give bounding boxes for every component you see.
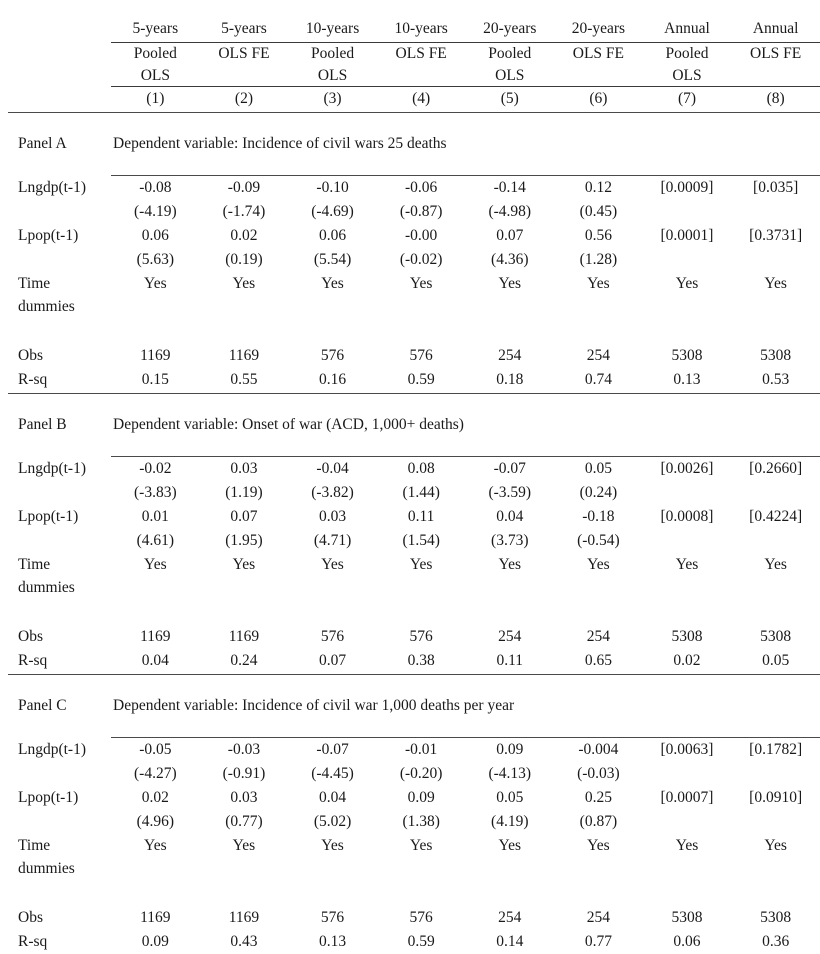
- panel-c-description: Dependent variable: Incidence of civil war 1,000 deaths per year: [113, 697, 515, 714]
- cell-b-lpop-8: [0.4224]: [749, 508, 803, 525]
- panel-a-top-gap: [8, 113, 820, 131]
- cell-b-lpop-1: 0.01: [141, 508, 169, 525]
- tstat-a-lpop-1: (5.63): [136, 251, 175, 268]
- cell-b-lngdp-4: 0.08: [407, 460, 435, 477]
- col-estimator1-4: OLS FE: [395, 45, 447, 62]
- cell-c-lpop-5: 0.05: [496, 789, 524, 806]
- cell-c-rsq-3: 0.13: [318, 933, 347, 950]
- tstat-label-blank-c1: [8, 762, 111, 786]
- cell-a-time-3: Yes: [321, 275, 344, 292]
- tstat-a-lpop-6: (1.28): [579, 251, 618, 268]
- tstat-label-blank-a2: [8, 248, 111, 272]
- col-estimator1-8: OLS FE: [750, 45, 802, 62]
- header-row-estimator-line1: [8, 43, 820, 66]
- row-label-dummies-b: dummies: [18, 579, 75, 596]
- cell-a-time-8: Yes: [764, 275, 787, 292]
- cell-c-obs-6: 254: [586, 909, 610, 926]
- cell-a-obs-3: 576: [320, 347, 345, 364]
- panel-b-obs-row: [8, 625, 820, 649]
- header-row-estimator-line2: [8, 65, 820, 87]
- cell-c-rsq-1: 0.09: [141, 933, 169, 950]
- tstat-a-lngdp-2: (-1.74): [222, 203, 266, 220]
- cell-a-rsq-5: 0.18: [496, 371, 524, 388]
- cell-a-rsq-1: 0.15: [141, 371, 169, 388]
- col-number-6: (6): [589, 90, 608, 107]
- col-period-8: Annual: [731, 17, 820, 43]
- cell-c-lngdp-7: [0.0063]: [660, 741, 714, 758]
- cell-b-time-7: Yes: [675, 556, 699, 573]
- panel-b-caption: [8, 411, 820, 438]
- cell-a-rsq-6: 0.74: [584, 371, 612, 388]
- cell-c-lpop-4: 0.09: [407, 789, 435, 806]
- panel-c-obs-row: [8, 906, 820, 930]
- panel-a-lpop-tstat-row: [8, 248, 820, 272]
- cell-a-lngdp-4: -0.06: [405, 179, 438, 196]
- cell-b-obs-6: 254: [586, 628, 610, 645]
- tstat-c-lpop-4: (1.38): [402, 813, 440, 830]
- cell-b-obs-1: 1169: [140, 628, 171, 645]
- cell-b-lpop-4: 0.11: [407, 508, 435, 525]
- panel-c-caption: [8, 692, 820, 719]
- cell-c-lngdp-3: -0.07: [316, 741, 349, 758]
- tstat-b-lngdp-2: (1.19): [225, 484, 263, 501]
- cell-b-rsq-3: 0.07: [318, 652, 347, 669]
- cell-b-time-5: Yes: [498, 556, 522, 573]
- header-blank-3: [8, 65, 111, 87]
- tstat-a-lngdp-7: [643, 200, 732, 224]
- panel-b-lpop-tstat-row: [8, 529, 820, 553]
- panel-a-dummies-label-row: [8, 295, 820, 318]
- cell-c-lpop-8: [0.0910]: [749, 789, 803, 806]
- col-period-5: 20-years: [465, 17, 554, 43]
- tstat-a-lpop-2: (0.19): [225, 251, 263, 268]
- cell-b-lngdp-6: 0.05: [584, 460, 612, 477]
- col-period-3: 10-years: [288, 17, 377, 43]
- cell-c-lngdp-6: -0.004: [578, 741, 619, 758]
- cell-a-time-1: Yes: [144, 275, 167, 292]
- cell-b-rsq-6: 0.65: [584, 652, 612, 669]
- tstat-a-lngdp-5: (-4.98): [488, 203, 532, 220]
- tstat-b-lpop-2: (1.95): [225, 532, 263, 549]
- cell-c-obs-5: 254: [498, 909, 522, 926]
- tstat-c-lpop-6: (0.87): [579, 813, 618, 830]
- cell-c-lngdp-1: -0.05: [139, 741, 172, 758]
- cell-a-obs-2: 1169: [228, 347, 260, 364]
- header-blank-4: [8, 87, 111, 112]
- cell-a-lpop-5: 0.07: [496, 227, 524, 244]
- col-number-2: (2): [234, 90, 253, 107]
- row-label-lpop: Lpop(t-1): [18, 227, 79, 244]
- cell-a-lngdp-5: -0.14: [493, 179, 526, 196]
- tstat-c-lngdp-2: (-0.91): [222, 765, 266, 782]
- cell-b-time-8: Yes: [764, 556, 787, 573]
- panel-b-dummies-label-row: [8, 576, 820, 599]
- cell-a-lngdp-7: [0.0009]: [660, 179, 714, 196]
- cell-c-time-3: Yes: [321, 837, 344, 854]
- cell-b-rsq-1: 0.04: [141, 652, 169, 669]
- panel-c-lngdp-coef-row: [8, 738, 820, 763]
- cell-a-obs-6: 254: [586, 347, 610, 364]
- tstat-b-lngdp-3: (-3.82): [311, 484, 354, 501]
- cell-c-lngdp-8: [0.1782]: [749, 741, 803, 758]
- cell-c-time-4: Yes: [409, 837, 433, 854]
- tstat-c-lpop-7: [643, 810, 732, 834]
- cell-c-time-2: Yes: [232, 837, 256, 854]
- panel-c-stats-gap: [8, 880, 820, 906]
- tstat-b-lpop-6: (-0.54): [577, 532, 620, 549]
- tstat-a-lpop-7: [643, 248, 732, 272]
- tstat-a-lpop-3: (5.54): [313, 251, 352, 268]
- panel-b-top-gap: [8, 394, 820, 412]
- cell-a-lngdp-8: [0.035]: [753, 179, 799, 196]
- row-label-lngdp: Lngdp(t-1): [18, 179, 87, 196]
- tstat-c-lngdp-5: (-4.13): [488, 765, 532, 782]
- cell-b-obs-3: 576: [320, 628, 345, 645]
- panel-c-lpop-tstat-row: [8, 810, 820, 834]
- row-label-dummies-c: dummies: [18, 860, 75, 877]
- panel-b-stats-gap: [8, 599, 820, 625]
- tstat-label-blank-c2: [8, 810, 111, 834]
- col-estimator1-7: Pooled: [665, 45, 709, 62]
- cell-b-rsq-8: 0.05: [762, 652, 790, 669]
- panel-b-lngdp-coef-row: [8, 457, 820, 482]
- cell-c-time-5: Yes: [498, 837, 522, 854]
- cell-b-rsq-5: 0.11: [496, 652, 524, 669]
- panel-c-rsq-row: [8, 930, 820, 954]
- cell-a-obs-1: 1169: [140, 347, 171, 364]
- cell-c-lpop-1: 0.02: [141, 789, 169, 806]
- cell-b-lngdp-3: -0.04: [316, 460, 349, 477]
- col-estimator2-5: OLS: [465, 65, 554, 87]
- tstat-b-lpop-3: (4.71): [313, 532, 352, 549]
- cell-c-obs-7: 5308: [671, 909, 703, 926]
- row-label-obs-c: Obs: [18, 909, 43, 926]
- cell-a-rsq-2: 0.55: [230, 371, 258, 388]
- cell-a-time-2: Yes: [232, 275, 256, 292]
- panel-c-lpop-coef-row: [8, 786, 820, 810]
- tstat-label-blank-a1: [8, 200, 111, 224]
- row-label-dummies: dummies: [18, 298, 75, 315]
- header-row-column-numbers: [8, 87, 820, 112]
- cell-c-rsq-5: 0.14: [496, 933, 524, 950]
- panel-b-description: Dependent variable: Onset of war (ACD, 1,000+ deaths): [113, 416, 464, 433]
- cell-a-lpop-8: [0.3731]: [749, 227, 803, 244]
- tstat-b-lpop-1: (4.61): [136, 532, 175, 549]
- tstat-c-lpop-5: (4.19): [491, 813, 529, 830]
- tstat-c-lngdp-8: [731, 762, 820, 786]
- row-label-time: Time: [18, 275, 51, 292]
- tstat-b-lngdp-5: (-3.59): [488, 484, 532, 501]
- cell-a-obs-7: 5308: [671, 347, 703, 364]
- panel-b-lpop-coef-row: [8, 505, 820, 529]
- cell-c-lngdp-4: -0.01: [405, 741, 438, 758]
- cell-b-time-6: Yes: [587, 556, 610, 573]
- col-number-5: (5): [500, 90, 519, 107]
- row-label-rsq-c: R-sq: [18, 933, 48, 950]
- tstat-b-lngdp-8: [731, 481, 820, 505]
- cell-b-time-2: Yes: [232, 556, 256, 573]
- cell-c-obs-8: 5308: [760, 909, 792, 926]
- cell-a-lpop-1: 0.06: [141, 227, 169, 244]
- panel-a-caption: [8, 130, 820, 157]
- col-period-6: 20-years: [554, 17, 643, 43]
- panel-a-lpop-coef-row: [8, 224, 820, 248]
- tstat-a-lngdp-6: (0.45): [579, 203, 618, 220]
- col-estimator2-3: OLS: [288, 65, 377, 87]
- cell-c-lngdp-2: -0.03: [227, 741, 261, 758]
- tstat-a-lngdp-8: [731, 200, 820, 224]
- tstat-b-lpop-4: (1.54): [402, 532, 440, 549]
- col-estimator1-3: Pooled: [311, 45, 355, 62]
- cell-b-rsq-2: 0.24: [230, 652, 258, 669]
- tstat-c-lpop-3: (5.02): [313, 813, 352, 830]
- tstat-a-lngdp-4: (-0.87): [399, 203, 443, 220]
- row-label-time-c: Time: [18, 837, 51, 854]
- cell-a-lngdp-1: -0.08: [139, 179, 172, 196]
- cell-a-rsq-3: 0.16: [318, 371, 347, 388]
- col-number-8: (8): [766, 90, 785, 107]
- tstat-a-lpop-4: (-0.02): [399, 251, 443, 268]
- cell-c-lpop-2: 0.03: [230, 789, 258, 806]
- tstat-b-lpop-5: (3.73): [491, 532, 529, 549]
- col-number-3: (3): [323, 90, 342, 107]
- cell-b-obs-4: 576: [409, 628, 433, 645]
- panel-a-obs-row: [8, 344, 820, 368]
- cell-b-obs-5: 254: [498, 628, 522, 645]
- tstat-a-lngdp-3: (-4.69): [311, 203, 354, 220]
- cell-b-lngdp-1: -0.02: [139, 460, 172, 477]
- col-estimator1-2: OLS FE: [218, 45, 270, 62]
- cell-c-time-6: Yes: [587, 837, 610, 854]
- cell-c-time-7: Yes: [675, 837, 699, 854]
- cell-c-lpop-3: 0.04: [318, 789, 347, 806]
- tstat-label-blank-b2: [8, 529, 111, 553]
- cell-b-time-4: Yes: [409, 556, 433, 573]
- cell-a-rsq-4: 0.59: [407, 371, 435, 388]
- panel-a-description: Dependent variable: Incidence of civil wars 25 deaths: [113, 135, 447, 152]
- col-period-2: 5-years: [200, 17, 289, 43]
- cell-a-lpop-7: [0.0001]: [660, 227, 714, 244]
- col-period-4: 10-years: [377, 17, 466, 43]
- cell-a-obs-5: 254: [498, 347, 522, 364]
- col-estimator1-5: Pooled: [488, 45, 532, 62]
- col-estimator2-2: [200, 65, 289, 87]
- cell-c-lngdp-5: 0.09: [496, 741, 524, 758]
- panel-a-stats-gap: [8, 318, 820, 344]
- col-period-1: 5-years: [111, 17, 200, 43]
- panel-a-caption-gap: [8, 157, 820, 174]
- tstat-a-lngdp-1: (-4.19): [134, 203, 177, 220]
- col-estimator2-4: [377, 65, 466, 87]
- panel-a-lngdp-coef-row: [8, 176, 820, 201]
- cell-a-time-6: Yes: [587, 275, 610, 292]
- cell-b-lpop-2: 0.07: [230, 508, 258, 525]
- row-label-lngdp-c: Lngdp(t-1): [18, 741, 87, 758]
- top-spacer: [8, 0, 820, 17]
- cell-c-time-1: Yes: [144, 837, 167, 854]
- cell-b-rsq-7: 0.02: [673, 652, 701, 669]
- header-row-period: [8, 17, 820, 43]
- cell-b-lpop-5: 0.04: [496, 508, 524, 525]
- panel-b-rsq-row: [8, 649, 820, 673]
- panel-c-caption-gap: [8, 719, 820, 736]
- tstat-c-lngdp-4: (-0.20): [399, 765, 443, 782]
- cell-a-lpop-6: 0.56: [584, 227, 612, 244]
- header-corner-blank: [8, 17, 111, 43]
- cell-a-rsq-8: 0.53: [762, 371, 790, 388]
- row-label-lpop-c: Lpop(t-1): [18, 789, 79, 806]
- row-label-obs-b: Obs: [18, 628, 43, 645]
- cell-a-lngdp-2: -0.09: [227, 179, 261, 196]
- col-estimator2-7: OLS: [643, 65, 732, 87]
- row-label-rsq: R-sq: [18, 371, 48, 388]
- tstat-b-lngdp-4: (1.44): [402, 484, 440, 501]
- cell-a-time-5: Yes: [498, 275, 522, 292]
- cell-a-obs-4: 576: [409, 347, 433, 364]
- col-estimator1-6: OLS FE: [572, 45, 624, 62]
- tstat-a-lpop-8: [731, 248, 820, 272]
- cell-a-lpop-3: 0.06: [318, 227, 347, 244]
- tstat-c-lngdp-7: [643, 762, 732, 786]
- cell-a-time-4: Yes: [409, 275, 433, 292]
- panel-c-dummies-label-row: [8, 857, 820, 880]
- cell-c-rsq-4: 0.59: [407, 933, 435, 950]
- cell-a-lngdp-3: -0.10: [316, 179, 349, 196]
- cell-b-lngdp-5: -0.07: [493, 460, 526, 477]
- tstat-b-lngdp-7: [643, 481, 732, 505]
- panel-a-name: Panel A: [18, 135, 67, 152]
- cell-c-rsq-8: 0.36: [762, 933, 790, 950]
- cell-b-obs-7: 5308: [671, 628, 703, 645]
- cell-c-obs-3: 576: [320, 909, 345, 926]
- cell-b-time-1: Yes: [144, 556, 167, 573]
- col-estimator2-1: OLS: [111, 65, 200, 87]
- tstat-b-lngdp-1: (-3.83): [134, 484, 177, 501]
- col-number-7: (7): [677, 90, 697, 107]
- cell-b-lngdp-2: 0.03: [230, 460, 258, 477]
- tstat-b-lpop-8: [731, 529, 820, 553]
- panel-a-lngdp-tstat-row: [8, 200, 820, 224]
- cell-b-obs-8: 5308: [760, 628, 792, 645]
- tstat-c-lpop-2: (0.77): [225, 813, 263, 830]
- cell-c-obs-4: 576: [409, 909, 433, 926]
- cell-c-obs-1: 1169: [140, 909, 171, 926]
- panel-c-top-gap: [8, 675, 820, 693]
- panel-b-lngdp-tstat-row: [8, 481, 820, 505]
- tstat-a-lpop-5: (4.36): [491, 251, 529, 268]
- regression-results-table: [8, 0, 820, 954]
- cell-b-time-3: Yes: [321, 556, 344, 573]
- panel-c-name: Panel C: [18, 697, 67, 714]
- col-estimator1-1: Pooled: [133, 45, 177, 62]
- cell-c-obs-2: 1169: [228, 909, 260, 926]
- cell-b-lpop-3: 0.03: [318, 508, 347, 525]
- tstat-c-lngdp-1: (-4.27): [134, 765, 177, 782]
- cell-b-lpop-7: [0.0008]: [660, 508, 714, 525]
- cell-b-rsq-4: 0.38: [407, 652, 435, 669]
- cell-c-rsq-6: 0.77: [584, 933, 612, 950]
- row-label-lngdp-b: Lngdp(t-1): [18, 460, 87, 477]
- tstat-b-lngdp-6: (0.24): [579, 484, 618, 501]
- cell-a-lngdp-6: 0.12: [584, 179, 612, 196]
- col-period-7: Annual: [643, 17, 732, 43]
- tstat-c-lpop-1: (4.96): [136, 813, 175, 830]
- cell-a-lpop-2: 0.02: [230, 227, 258, 244]
- cell-b-obs-2: 1169: [228, 628, 260, 645]
- col-number-4: (4): [412, 90, 431, 107]
- cell-c-lpop-7: [0.0007]: [660, 789, 714, 806]
- cell-a-rsq-7: 0.13: [673, 371, 701, 388]
- panel-b-caption-gap: [8, 438, 820, 455]
- cell-a-lpop-4: -0.00: [405, 227, 438, 244]
- tstat-c-lpop-8: [731, 810, 820, 834]
- cell-b-lngdp-8: [0.2660]: [749, 460, 803, 477]
- panel-a-rsq-row: [8, 368, 820, 392]
- tstat-c-lngdp-3: (-4.45): [311, 765, 354, 782]
- header-blank-2: [8, 43, 111, 66]
- panel-a-time-dummies-row: [8, 272, 820, 295]
- cell-a-obs-8: 5308: [760, 347, 792, 364]
- tstat-b-lpop-7: [643, 529, 732, 553]
- row-label-lpop-b: Lpop(t-1): [18, 508, 79, 525]
- col-estimator2-6: [554, 65, 643, 87]
- panel-b-name: Panel B: [18, 416, 67, 433]
- tstat-label-blank-b1: [8, 481, 111, 505]
- cell-c-rsq-2: 0.43: [230, 933, 258, 950]
- col-estimator2-8: [731, 65, 820, 87]
- col-number-1: (1): [146, 90, 165, 107]
- tstat-c-lngdp-6: (-0.03): [577, 765, 620, 782]
- panel-c-lngdp-tstat-row: [8, 762, 820, 786]
- cell-a-time-7: Yes: [675, 275, 699, 292]
- cell-b-lngdp-7: [0.0026]: [660, 460, 714, 477]
- panel-b-time-dummies-row: [8, 553, 820, 576]
- cell-c-lpop-6: 0.25: [584, 789, 612, 806]
- cell-c-time-8: Yes: [764, 837, 787, 854]
- row-label-obs: Obs: [18, 347, 43, 364]
- cell-b-lpop-6: -0.18: [582, 508, 615, 525]
- cell-c-rsq-7: 0.06: [673, 933, 701, 950]
- row-label-rsq-b: R-sq: [18, 652, 48, 669]
- row-label-time-b: Time: [18, 556, 51, 573]
